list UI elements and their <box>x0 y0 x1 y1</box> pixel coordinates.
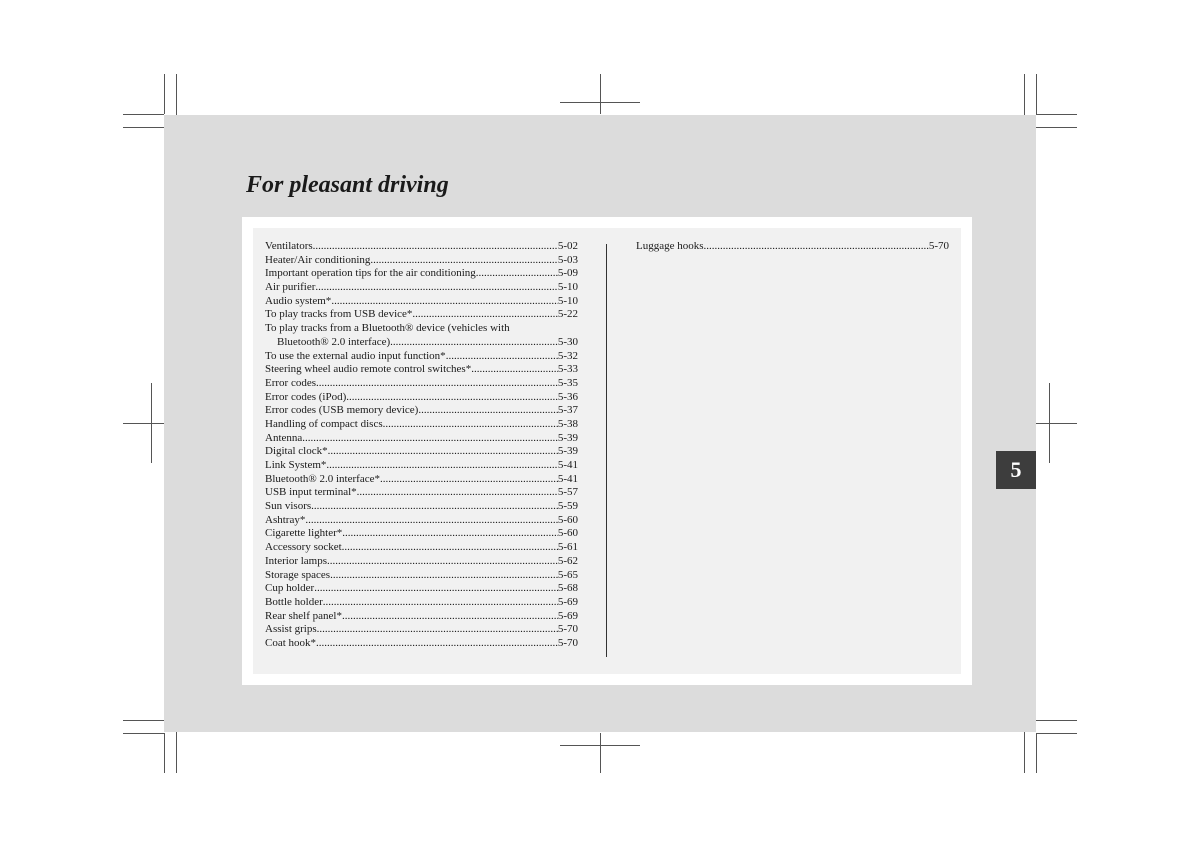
column-divider <box>606 244 607 657</box>
toc-entry-title: Bottle holder <box>265 595 323 608</box>
crop-mark <box>600 74 601 114</box>
toc-entry-title: To use the external audio input function* <box>265 349 446 362</box>
toc-entry-title: Assist grips <box>265 623 317 636</box>
toc-entry-page: 5-60 <box>557 527 578 540</box>
toc-entry[interactable] <box>265 555 578 569</box>
toc-leader-dots <box>471 363 558 377</box>
toc-entry[interactable] <box>265 377 578 391</box>
toc-entry-title: Error codes (USB memory device) <box>265 404 419 417</box>
toc-leader-dots <box>316 637 558 651</box>
toc-leader-dots <box>317 623 558 637</box>
toc-entry[interactable] <box>265 418 578 432</box>
toc-entry[interactable] <box>265 295 578 309</box>
toc-entry[interactable] <box>636 240 949 254</box>
toc-entry-page: 5-10 <box>557 294 578 307</box>
crop-mark <box>123 733 164 734</box>
toc-entry-page: 5-61 <box>557 541 578 554</box>
toc-entry-title: Accessory socket <box>265 541 342 554</box>
crop-mark <box>560 745 640 746</box>
toc-entry[interactable] <box>265 336 578 350</box>
toc-entry[interactable] <box>265 281 578 295</box>
toc-entry-title: Luggage hooks <box>636 240 704 252</box>
toc-entry-page: 5-59 <box>557 500 578 513</box>
toc-entry-page: 5-69 <box>557 595 578 608</box>
toc-entry[interactable] <box>265 267 578 281</box>
toc-leader-dots <box>313 240 558 254</box>
toc-leader-dots <box>305 514 558 528</box>
toc-entry-title: Antenna <box>265 431 303 444</box>
toc-entry-title: Error codes <box>265 376 317 389</box>
toc-entry-title: Air purifier <box>265 281 316 294</box>
toc-leader-dots <box>342 527 558 541</box>
toc-entry-title: Storage spaces <box>265 568 331 581</box>
toc-leader-dots <box>314 582 558 596</box>
toc-entry[interactable] <box>265 432 578 446</box>
toc-entry-page: 5-33 <box>557 363 578 376</box>
toc-entry-page: 5-35 <box>557 376 578 389</box>
toc-entry-page: 5-02 <box>557 240 578 252</box>
crop-mark <box>1036 114 1077 115</box>
toc-leader-dots <box>704 240 929 254</box>
toc-leader-dots <box>346 391 558 405</box>
toc-leader-dots <box>328 445 558 459</box>
toc-leader-dots <box>370 254 557 268</box>
toc-entry[interactable] <box>265 569 578 583</box>
toc-entry[interactable] <box>265 459 578 473</box>
toc-entry-page: 5-38 <box>557 417 578 430</box>
toc-entry[interactable] <box>265 322 578 336</box>
toc-entry-page: 5-70 <box>557 636 578 649</box>
toc-entry-title: To play tracks from USB device* <box>265 308 413 321</box>
toc-entry-page: 5-10 <box>557 281 578 294</box>
toc-entry-title: Important operation tips for the air conditioning <box>265 267 476 280</box>
toc-entry-title: Bluetooth® 2.0 interface* <box>265 472 380 485</box>
toc-entry[interactable] <box>265 404 578 418</box>
toc-entry[interactable] <box>265 527 578 541</box>
toc-entry[interactable] <box>265 582 578 596</box>
toc-entry[interactable] <box>265 514 578 528</box>
toc-entry-title: Interior lamps <box>265 554 328 567</box>
toc-entry-page: 5-32 <box>557 349 578 362</box>
crop-mark <box>600 733 601 773</box>
toc-leader-dots <box>357 486 558 500</box>
toc-entry-title: Ashtray* <box>265 513 306 526</box>
toc-entry-title: Error codes (iPod) <box>265 390 347 403</box>
toc-entry[interactable] <box>265 486 578 500</box>
toc-entry-page: 5-70 <box>928 240 949 252</box>
toc-entry[interactable] <box>265 391 578 405</box>
toc-left-column <box>265 240 578 651</box>
toc-entry-title: Handling of compact discs <box>265 417 383 430</box>
toc-entry-title: To play tracks from a Bluetooth® device (vehicles with <box>265 322 510 335</box>
toc-entry-page: 5-22 <box>557 308 578 321</box>
toc-leader-dots <box>302 432 558 446</box>
toc-entry-title: Heater/Air conditioning <box>265 253 371 266</box>
toc-leader-dots <box>323 596 558 610</box>
toc-entry-page: 5-70 <box>557 623 578 636</box>
crop-mark <box>123 114 164 115</box>
toc-leader-dots <box>330 569 558 583</box>
toc-leader-dots <box>315 281 557 295</box>
toc-entry-page: 5-69 <box>557 609 578 622</box>
toc-entry-page: 5-62 <box>557 554 578 567</box>
crop-mark <box>560 102 640 103</box>
toc-leader-dots <box>383 418 558 432</box>
toc-entry[interactable] <box>265 596 578 610</box>
toc-entry[interactable] <box>265 637 578 651</box>
toc-leader-dots <box>418 404 557 418</box>
toc-entry-title: Sun visors <box>265 500 312 513</box>
toc-leader-dots <box>331 295 558 309</box>
toc-entry-page: 5-41 <box>557 459 578 471</box>
toc-entry-page: 5-60 <box>557 513 578 526</box>
chapter-tab[interactable]: 5 <box>996 451 1036 489</box>
toc-leader-dots <box>380 473 558 487</box>
toc-entry-title: Steering wheel audio remote control switches* <box>265 363 472 376</box>
toc-right-column <box>636 240 949 254</box>
toc-entry-page: 5-03 <box>557 253 578 266</box>
toc-entry-page: 5-09 <box>557 267 578 280</box>
toc-leader-dots <box>412 308 557 322</box>
toc-entry-title: Audio system* <box>265 294 332 307</box>
toc-leader-dots <box>316 377 558 391</box>
crop-mark <box>123 423 164 424</box>
toc-entry-page: 5-36 <box>557 390 578 403</box>
toc-entry-title: Cup holder <box>265 582 315 595</box>
toc-entry[interactable] <box>265 445 578 459</box>
toc-leader-dots <box>446 350 558 364</box>
toc-entry-page: 5-57 <box>557 486 578 499</box>
toc-entry[interactable] <box>265 500 578 514</box>
toc-entry-title: Digital clock* <box>265 445 328 458</box>
toc-leader-dots <box>326 459 557 473</box>
crop-mark <box>1036 733 1077 734</box>
page-title: For pleasant driving <box>246 172 449 198</box>
toc-entry[interactable] <box>265 610 578 624</box>
toc-entry-title: Ventilators <box>265 240 313 252</box>
toc-entry-page: 5-37 <box>557 404 578 417</box>
toc-entry-title: Link System* <box>265 459 327 471</box>
toc-leader-dots <box>390 336 558 350</box>
toc-entry[interactable] <box>265 350 578 364</box>
toc-leader-dots <box>342 541 558 555</box>
toc-entry-title: Rear shelf panel* <box>265 609 342 622</box>
toc-entry-page: 5-39 <box>557 445 578 458</box>
crop-mark <box>164 733 165 773</box>
toc-entry-title: Cigarette lighter* <box>265 527 343 540</box>
toc-entry-page: 5-30 <box>557 335 578 348</box>
toc-entry-title: USB input terminal* <box>265 486 357 499</box>
toc-entry-page: 5-39 <box>557 431 578 444</box>
toc-entry-page: 5-41 <box>557 472 578 485</box>
toc-entry-page: 5-68 <box>557 582 578 595</box>
toc-entry[interactable] <box>265 254 578 268</box>
toc-entry[interactable] <box>265 541 578 555</box>
toc-leader-dots <box>342 610 558 624</box>
crop-mark <box>1036 423 1077 424</box>
toc-entry-title: Coat hook* <box>265 636 317 649</box>
toc-leader-dots <box>311 500 558 514</box>
toc-entry-title: Bluetooth® 2.0 interface) <box>277 335 391 348</box>
toc-entry[interactable] <box>265 473 578 487</box>
toc-leader-dots <box>327 555 558 569</box>
toc-entry[interactable] <box>265 308 578 322</box>
crop-mark <box>1036 74 1037 114</box>
toc-entry-page: 5-65 <box>557 568 578 581</box>
crop-mark <box>164 74 165 114</box>
toc-entry[interactable] <box>265 363 578 377</box>
toc-entry[interactable] <box>265 623 578 637</box>
toc-leader-dots <box>476 267 558 281</box>
crop-mark <box>1036 733 1037 773</box>
toc-entry[interactable] <box>265 240 578 254</box>
